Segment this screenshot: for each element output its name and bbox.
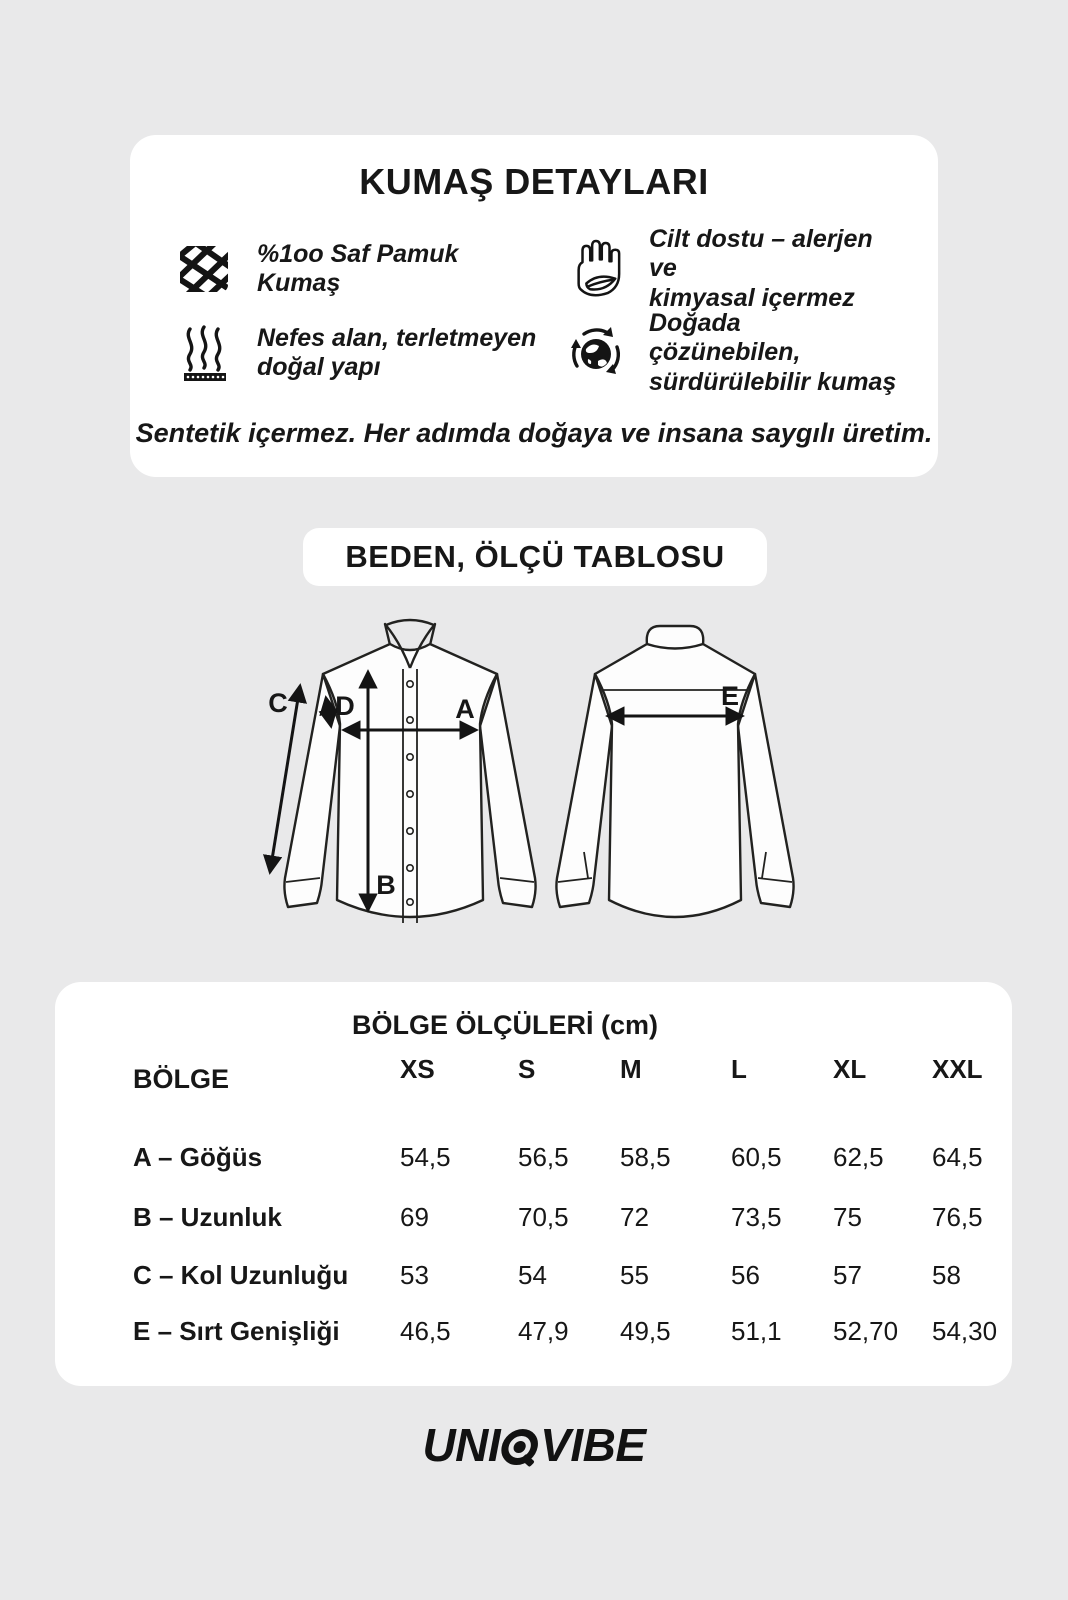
table-row-length — [55, 1202, 1002, 1233]
feature-line: Cilt dostu – alerjen ve — [649, 224, 873, 283]
cell-value: 56 — [731, 1260, 760, 1290]
feature-skin-friendly — [567, 225, 899, 314]
shirt-back — [556, 626, 793, 917]
feature-text — [257, 240, 458, 299]
cell-value: 72 — [620, 1202, 649, 1232]
row-label: E – Sırt Genişliği — [133, 1316, 340, 1346]
cell-value: 54 — [518, 1260, 547, 1290]
cell-value: 58,5 — [620, 1142, 671, 1172]
size-section-title: BEDEN, ÖLÇÜ TABLOSU — [303, 528, 767, 586]
brand-logo-suffix: VIBE — [540, 1419, 646, 1471]
hand-leaf-icon — [567, 238, 625, 300]
cell-value: 49,5 — [620, 1316, 671, 1346]
row-label: C – Kol Uzunluğu — [133, 1260, 349, 1290]
cell-value: 62,5 — [833, 1142, 884, 1172]
fabric-feature-grid — [175, 224, 899, 396]
cell-value: 64,5 — [932, 1142, 983, 1172]
feature-line: Nefes alan, terletmeyen — [257, 323, 537, 352]
table-row-sleeve — [55, 1260, 1002, 1291]
feature-text — [257, 324, 536, 383]
size-header-xxl: XXL — [932, 1054, 983, 1084]
size-header-l: L — [731, 1054, 747, 1084]
cell-value: 53 — [400, 1260, 429, 1290]
feature-text — [649, 309, 899, 398]
cell-value: 73,5 — [731, 1202, 782, 1232]
label-back-e: E — [720, 681, 740, 711]
cell-value: 75 — [833, 1202, 862, 1232]
label-length-b: B — [376, 870, 396, 900]
size-header-m: M — [620, 1054, 642, 1084]
region-column-header: BÖLGE — [133, 1064, 230, 1094]
feature-line: kimyasal içermez — [649, 283, 855, 312]
size-table-header-row — [55, 1054, 1002, 1094]
cell-value: 47,9 — [518, 1316, 569, 1346]
feature-breathable — [175, 324, 567, 383]
size-header-xs: XS — [400, 1054, 435, 1084]
size-header-xl: XL — [833, 1054, 867, 1084]
row-label: A – Göğüs — [133, 1142, 263, 1172]
fabric-card-title: KUMAŞ DETAYLARI — [359, 161, 709, 202]
feature-pure-cotton — [175, 240, 567, 299]
label-shoulder-d: D — [335, 691, 355, 721]
brand-logo-prefix: UNI — [422, 1419, 501, 1471]
steam-icon — [175, 324, 233, 382]
table-row-back-width — [55, 1316, 1002, 1347]
cell-value: 60,5 — [731, 1142, 782, 1172]
brand-logo — [0, 1418, 1068, 1472]
cell-value: 46,5 — [400, 1316, 451, 1346]
size-header-s: S — [518, 1054, 536, 1084]
fabric-footnote: Sentetik içermez. Her adımda doğaya ve insana saygılı üretim. — [135, 418, 933, 448]
size-chart-card — [55, 982, 1012, 1386]
cell-value: 54,5 — [400, 1142, 451, 1172]
cell-value: 51,1 — [731, 1316, 782, 1346]
feature-line: sürdürülebilir kumaş — [649, 367, 897, 396]
earth-recycle-icon — [567, 325, 625, 381]
brand-q-icon — [499, 1429, 541, 1465]
shirt-front — [284, 620, 535, 923]
table-row-chest — [55, 1142, 1002, 1173]
cell-value: 69 — [400, 1202, 429, 1232]
feature-line: Kumaş — [257, 269, 341, 297]
cell-value: 76,5 — [932, 1202, 983, 1232]
label-sleeve-c: C — [268, 688, 288, 718]
cell-value: 57 — [833, 1260, 862, 1290]
row-label: B – Uzunluk — [133, 1202, 282, 1232]
size-table-title: BÖLGE ÖLÇÜLERİ (cm) — [352, 1010, 659, 1040]
feature-line: Doğada çözünebilen, — [649, 308, 801, 367]
fabric-details-card — [130, 135, 938, 477]
shirt-measurement-diagram — [240, 612, 840, 942]
feature-biodegradable — [567, 309, 899, 398]
cell-value: 52,70 — [833, 1316, 899, 1346]
feature-text — [649, 225, 899, 314]
feature-line: %1oo Saf Pamuk — [257, 239, 459, 268]
label-chest-a: A — [455, 694, 475, 724]
cell-value: 58 — [932, 1260, 961, 1290]
cell-value: 70,5 — [518, 1202, 569, 1232]
cell-value: 54,30 — [932, 1316, 998, 1346]
feature-line: doğal yapı — [257, 353, 381, 381]
fabric-weave-icon — [175, 245, 233, 293]
cell-value: 55 — [620, 1260, 649, 1290]
cell-value: 56,5 — [518, 1142, 569, 1172]
